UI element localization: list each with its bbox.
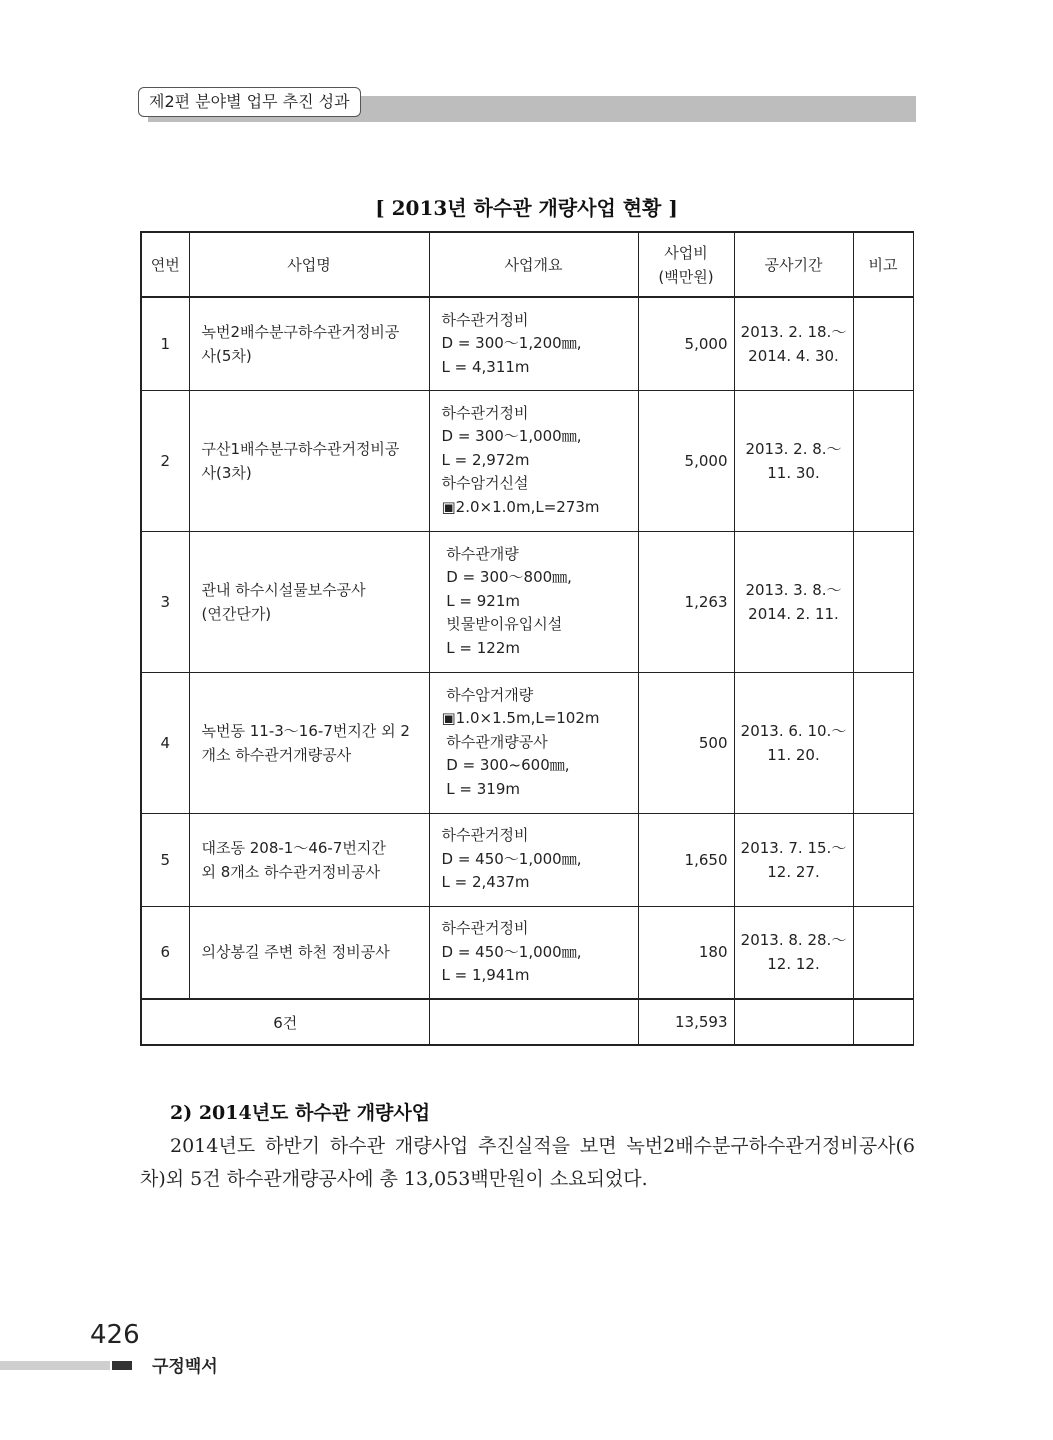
project-note	[853, 390, 913, 531]
project-overview: 하수관개량 D = 300～800㎜, L = 921m 빗물받이유입시설 L = 122m	[429, 531, 638, 672]
project-name: 구산1배수분구하수관거정비공 사(3차)	[189, 390, 429, 531]
project-cost: 1,263	[638, 531, 734, 672]
footer-marker	[112, 1361, 132, 1370]
column-header: 비고	[853, 232, 913, 297]
table-header-row	[141, 232, 913, 297]
column-header: 연번	[141, 232, 189, 297]
project-name: 녹번동 11-3～16-7번지간 외 2 개소 하수관거개량공사	[189, 672, 429, 813]
table-row	[141, 672, 913, 813]
project-overview: 하수암거개량 ▣1.0×1.5m,L=102m 하수관개량공사 D = 300~600㎜, L = 319m	[429, 672, 638, 813]
total-cost: 13,593	[638, 999, 734, 1045]
project-overview: 하수관거정비 D = 300～1,000㎜, L = 2,972m 하수암거신설 ▣2.0×1.0m,L=273m	[429, 390, 638, 531]
section-heading: 2) 2014년도 하수관 개량사업	[170, 1102, 431, 1124]
row-number: 5	[141, 813, 189, 906]
project-name: 관내 하수시설물보수공사 (연간단가)	[189, 531, 429, 672]
project-name: 의상봉길 주변 하천 정비공사	[189, 906, 429, 999]
project-note	[853, 906, 913, 999]
page-number: 426	[90, 1320, 140, 1350]
column-header: 사업개요	[429, 232, 638, 297]
project-cost: 500	[638, 672, 734, 813]
project-name: 대조동 208-1～46-7번지간 외 8개소 하수관거정비공사	[189, 813, 429, 906]
project-note	[853, 297, 913, 390]
total-period	[734, 999, 853, 1045]
project-overview: 하수관거정비 D = 450～1,000㎜, L = 1,941m	[429, 906, 638, 999]
row-number: 4	[141, 672, 189, 813]
total-note	[853, 999, 913, 1045]
project-cost: 5,000	[638, 297, 734, 390]
table-row	[141, 906, 913, 999]
project-period: 2013. 8. 28.～ 12. 12.	[734, 906, 853, 999]
project-period: 2013. 3. 8.～ 2014. 2. 11.	[734, 531, 853, 672]
project-overview: 하수관거정비 D = 300～1,200㎜, L = 4,311m	[429, 297, 638, 390]
section-body: 2014년도 하반기 하수관 개량사업 추진실적을 보면 녹번2배수분구하수관거정비공사(6차)외 5건 하수관개량공사에 총 13,053백만원이 소요되었다.	[140, 1135, 915, 1190]
project-period: 2013. 6. 10.～ 11. 20.	[734, 672, 853, 813]
total-label: 6건	[141, 999, 429, 1045]
table-row	[141, 297, 913, 390]
footer-bar	[0, 1361, 110, 1370]
project-table	[140, 231, 914, 1046]
project-cost: 1,650	[638, 813, 734, 906]
row-number: 2	[141, 390, 189, 531]
project-note	[853, 672, 913, 813]
row-number: 6	[141, 906, 189, 999]
book-title: 구정백서	[152, 1357, 218, 1377]
table-total-row	[141, 999, 913, 1045]
column-header: 공사기간	[734, 232, 853, 297]
project-overview: 하수관거정비 D = 450～1,000㎜, L = 2,437m	[429, 813, 638, 906]
table-row	[141, 531, 913, 672]
project-note	[853, 531, 913, 672]
project-period: 2013. 7. 15.～ 12. 27.	[734, 813, 853, 906]
column-header: 사업비 (백만원)	[638, 232, 734, 297]
total-overview	[429, 999, 638, 1045]
project-note	[853, 813, 913, 906]
row-number: 1	[141, 297, 189, 390]
table-row	[141, 813, 913, 906]
section-label: 제2편 분야별 업무 추진 성과	[138, 87, 361, 117]
project-period: 2013. 2. 8.～ 11. 30.	[734, 390, 853, 531]
table-row	[141, 390, 913, 531]
table-title: [ 2013년 하수관 개량사업 현황 ]	[375, 196, 678, 220]
project-cost: 180	[638, 906, 734, 999]
column-header: 사업명	[189, 232, 429, 297]
row-number: 3	[141, 531, 189, 672]
project-name: 녹번2배수분구하수관거정비공 사(5차)	[189, 297, 429, 390]
project-cost: 5,000	[638, 390, 734, 531]
project-period: 2013. 2. 18.～ 2014. 4. 30.	[734, 297, 853, 390]
